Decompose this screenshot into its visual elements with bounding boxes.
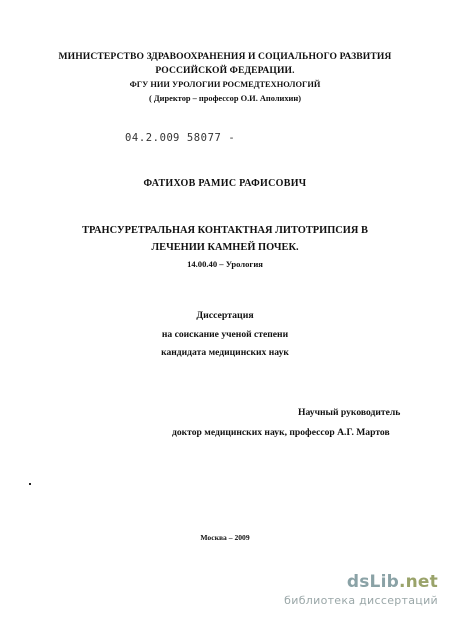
federation-heading: РОССИЙСКОЙ ФЕДЕРАЦИИ. (155, 65, 295, 76)
watermark-subtitle: библиотека диссертаций (284, 594, 438, 607)
dissertation-purpose: на соискание ученой степени (161, 329, 289, 340)
stray-mark (29, 483, 31, 485)
watermark-logo (347, 572, 438, 592)
author-name: ФАТИХОВ РАМИС РАФИСОВИЧ (143, 178, 307, 189)
dissertation-type: Диссертация (196, 310, 254, 321)
watermark-logo-main: dsLib (346, 572, 399, 592)
supervisor-name: доктор медицинских наук, профессор А.Г. Мартов (172, 427, 390, 438)
supervisor-role: Научный руководитель (298, 407, 401, 418)
library-stamp-prefix: 04.2.00 (125, 132, 174, 144)
dissertation-degree: кандидата медицинских наук (161, 347, 289, 358)
watermark-logo-tld: .net (398, 572, 438, 592)
library-stamp-number: 9 58077 - (173, 132, 236, 144)
director-note: ( Директор – профессор О.И. Аполихин) (149, 94, 301, 103)
ministry-heading: МИНИСТЕРСТВО ЗДРАВООХРАНЕНИЯ И СОЦИАЛЬНОГО РАЗВИТИЯ (58, 51, 392, 62)
thesis-title-line-2: ЛЕЧЕНИИ КАМНЕЙ ПОЧЕК. (151, 242, 299, 253)
thesis-title-line-1: ТРАНСУРЕТРАЛЬНАЯ КОНТАКТНАЯ ЛИТОТРИПСИЯ В (82, 225, 368, 236)
city-year: Москва – 2009 (200, 533, 250, 542)
specialty-code: 14.00.40 – Урология (187, 259, 263, 269)
institute-heading: ФГУ НИИ УРОЛОГИИ РОСМЕДТЕХНОЛОГИЙ (129, 80, 321, 89)
